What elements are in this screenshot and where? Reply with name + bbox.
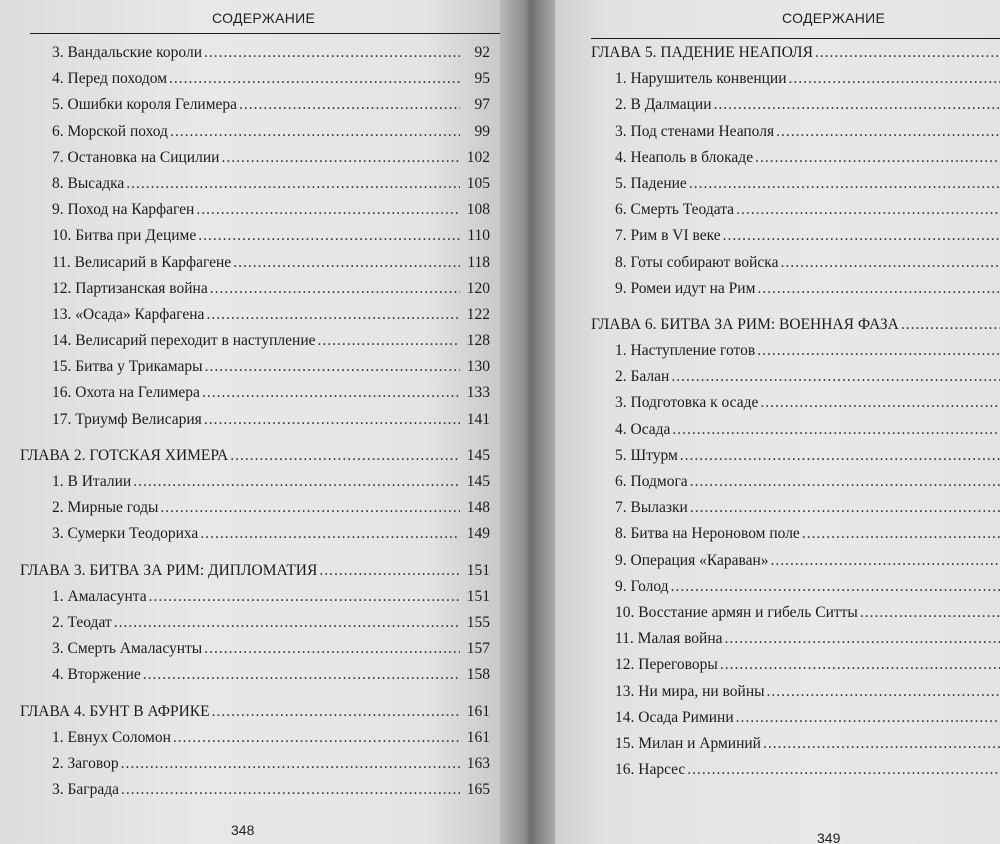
dot-leader	[789, 70, 1000, 88]
toc-entry	[20, 280, 490, 306]
toc-entry-page: 128	[466, 332, 490, 350]
toc-entry-title: 7. Вылазки	[615, 499, 688, 517]
toc-entry-title: 17. Триумф Велисария	[52, 410, 202, 428]
toc-entry-title: 1. В Италии	[52, 473, 132, 490]
toc-entry-title: 12. Партизанская война	[52, 279, 208, 297]
toc-entry-page: 157	[466, 640, 490, 658]
toc-entry-page: 95	[474, 70, 490, 88]
toc-entry-page: 145	[466, 473, 490, 490]
toc-entry-title: 2. Теодат	[52, 613, 112, 631]
toc-entry-title: 5. Падение	[615, 174, 687, 192]
dot-leader	[121, 781, 460, 799]
toc-entry	[591, 368, 1000, 394]
toc-entry-title: 5. Штурм	[615, 446, 678, 464]
toc-entry	[591, 525, 1000, 551]
dot-leader	[776, 123, 1000, 141]
dot-leader	[757, 342, 1000, 360]
toc-entry-title: 8. Битва на Нероновом поле	[615, 525, 800, 543]
toc-entry-title: 4. Перед походом	[52, 70, 168, 88]
toc-entry-title: 2. Заговор	[52, 754, 119, 772]
toc-entry-title: 16. Нарсес	[615, 761, 686, 779]
dot-leader	[680, 447, 1000, 465]
dot-leader	[230, 447, 460, 465]
dot-leader	[198, 227, 460, 245]
toc-entry	[20, 332, 490, 358]
dot-leader	[802, 525, 1000, 543]
toc-entry	[591, 394, 1000, 420]
toc-entry-page: 161	[466, 702, 490, 720]
dot-leader	[671, 578, 1000, 596]
toc-entry	[20, 781, 490, 807]
toc-entry-title: 9. Поход на Карфаген	[52, 201, 195, 219]
toc-entry-title: 1. Евнух Соломон	[52, 728, 171, 746]
toc-entry-title: 15. Битва у Трикамары	[52, 358, 203, 376]
dot-leader	[160, 499, 460, 517]
dot-leader	[121, 755, 460, 773]
toc-entry-title: 10. Восстание армян и гибель Ситты	[615, 603, 858, 621]
toc-entry-title: 9. Голод	[615, 577, 669, 595]
toc-entry	[591, 280, 1000, 306]
toc-entry-title: 13. Ни мира, ни войны	[615, 682, 765, 700]
dot-leader	[671, 368, 1000, 386]
dot-leader	[901, 316, 1000, 334]
toc-entry	[591, 227, 1000, 253]
toc-entry	[20, 227, 490, 253]
running-head: СОДЕРЖАНИЕ	[212, 10, 316, 26]
toc-entry-title: 3. Баграда	[52, 781, 120, 799]
header-rule	[591, 38, 1000, 39]
toc-entry-page: 151	[466, 587, 490, 605]
toc-entry-title: 6. Смерть Теодата	[615, 201, 735, 219]
toc-entry	[20, 306, 490, 332]
toc-entry-title: 1. Амаласунта	[52, 587, 147, 605]
toc-entry-title: 13. «Осада» Карфагена	[52, 305, 205, 323]
toc-entry-page: 102	[466, 148, 490, 166]
dot-leader	[143, 666, 460, 684]
dot-leader	[202, 384, 460, 402]
toc-chapter-entry	[20, 447, 490, 473]
dot-leader	[736, 709, 1000, 727]
dot-leader	[204, 44, 460, 62]
toc-entry-title: 7. Остановка на Сицилии	[52, 148, 220, 166]
dot-leader	[126, 175, 460, 193]
toc-entry	[591, 473, 1000, 499]
toc-entry	[20, 384, 490, 410]
toc-entry	[591, 175, 1000, 201]
toc-entry	[20, 70, 490, 96]
dot-leader	[233, 254, 460, 272]
toc-entry	[591, 123, 1000, 149]
toc-entry	[20, 149, 490, 175]
toc-entry-title: 15. Милан и Арминий	[615, 734, 761, 752]
toc-entry-title: 3. Смерть Амаласунты	[52, 640, 203, 658]
page-number: 348	[231, 822, 255, 838]
toc-entry	[591, 761, 1000, 787]
toc-list-right	[591, 44, 1000, 787]
toc-chapter-entry	[591, 44, 1000, 70]
toc-entry-title: ГЛАВА 4. БУНТ В АФРИКЕ	[20, 702, 210, 720]
dot-leader	[763, 735, 1000, 753]
dot-leader	[767, 683, 1000, 701]
dot-leader	[690, 473, 1000, 491]
toc-entry-title: 6. Морской поход	[52, 122, 168, 140]
header-rule	[30, 33, 500, 34]
toc-entry	[591, 201, 1000, 227]
dot-leader	[720, 656, 1000, 674]
toc-entry-title: 10. Битва при Дециме	[52, 227, 197, 245]
dot-leader	[714, 96, 1000, 114]
toc-entry-page: 120	[466, 279, 490, 297]
dot-leader	[725, 630, 1000, 648]
toc-entry	[591, 70, 1000, 96]
toc-entry-page: 97	[474, 96, 490, 114]
toc-entry-page: 105	[466, 174, 490, 192]
toc-entry	[20, 358, 490, 384]
toc-entry	[591, 709, 1000, 735]
dot-leader	[133, 473, 460, 491]
right-page	[555, 0, 1000, 844]
toc-entry	[591, 683, 1000, 709]
toc-entry-title: ГЛАВА 6. БИТВА ЗА РИМ: ВОЕННАЯ ФАЗА	[591, 315, 899, 333]
toc-entry-page: 161	[466, 728, 490, 746]
toc-entry-page: 145	[466, 446, 490, 464]
toc-entry-title: 16. Охота на Гелимера	[52, 384, 200, 402]
toc-entry-page: 130	[466, 358, 490, 376]
toc-entry-title: 1. Наступление готов	[615, 342, 756, 360]
toc-entry-page: 122	[466, 305, 490, 323]
toc-entry	[591, 96, 1000, 122]
dot-leader	[173, 729, 460, 747]
toc-entry	[591, 499, 1000, 525]
dot-leader	[689, 175, 1000, 193]
toc-entry	[591, 254, 1000, 280]
toc-entry-title: 2. Мирные годы	[52, 499, 159, 517]
toc-entry	[20, 666, 490, 692]
toc-entry	[20, 499, 490, 525]
dot-leader	[771, 552, 1000, 570]
toc-entry-page: 110	[467, 227, 490, 245]
toc-entry	[20, 755, 490, 781]
toc-chapter-entry	[591, 316, 1000, 342]
toc-entry	[20, 44, 490, 70]
toc-entry	[591, 149, 1000, 175]
toc-entry	[20, 411, 490, 437]
dot-leader	[757, 280, 1000, 298]
toc-entry	[591, 421, 1000, 447]
toc-entry-title: 11. Малая война	[615, 630, 723, 648]
toc-entry-page: 133	[466, 384, 490, 402]
toc-entry-title: 1. Нарушитель конвенции	[615, 70, 787, 88]
dot-leader	[114, 614, 460, 632]
toc-entry-title: 8. Высадка	[52, 174, 125, 192]
toc-entry	[591, 604, 1000, 630]
toc-entry-page: 151	[466, 561, 490, 579]
toc-entry-page: 158	[466, 666, 490, 684]
toc-chapter-entry	[20, 562, 490, 588]
toc-entry-title: 2. В Далмации	[615, 96, 712, 114]
dot-leader	[170, 123, 460, 141]
toc-entry	[591, 447, 1000, 473]
toc-entry-title: 12. Переговоры	[615, 656, 718, 674]
toc-entry-title: 9. Ромеи идут на Рим	[615, 279, 756, 297]
toc-entry-title: 4. Вторжение	[52, 666, 141, 684]
toc-entry-title: 14. Осада Римини	[615, 708, 734, 726]
dot-leader	[196, 201, 460, 219]
toc-entry	[20, 729, 490, 755]
toc-entry-page: 155	[466, 613, 490, 631]
book-gutter	[500, 0, 555, 844]
toc-entry-title: 4. Неаполь в блокаде	[615, 148, 754, 166]
toc-entry-title: ГЛАВА 2. ГОТСКАЯ ХИМЕРА	[20, 446, 229, 464]
dot-leader	[319, 562, 460, 580]
toc-entry	[20, 201, 490, 227]
toc-entry	[591, 735, 1000, 761]
dot-leader	[221, 149, 460, 167]
toc-entry-title: ГЛАВА 3. БИТВА ЗА РИМ: ДИПЛОМАТИЯ	[20, 561, 318, 579]
toc-entry-title: 6. Подмога	[615, 473, 688, 490]
dot-leader	[239, 96, 460, 114]
toc-entry-page: 118	[467, 253, 490, 271]
toc-entry	[20, 123, 490, 149]
toc-entry-title: 3. Вандальские короли	[52, 44, 202, 61]
toc-entry-page: 99	[474, 122, 490, 140]
dot-leader	[690, 499, 1000, 517]
dot-leader	[204, 411, 460, 429]
toc-entry-title: 7. Рим в VI веке	[615, 227, 721, 245]
toc-entry	[591, 552, 1000, 578]
toc-entry-title: 2. Балан	[615, 368, 670, 386]
toc-entry-page: 163	[466, 754, 490, 772]
dot-leader	[687, 761, 1000, 779]
toc-entry	[20, 175, 490, 201]
toc-entry-page: 149	[466, 525, 490, 543]
toc-entry	[20, 640, 490, 666]
dot-leader	[205, 358, 460, 376]
toc-entry	[20, 588, 490, 614]
toc-entry-page: 141	[466, 410, 490, 428]
toc-chapter-entry	[20, 703, 490, 729]
toc-entry-title: 14. Велисарий переходит в наступление	[52, 332, 316, 350]
dot-leader	[815, 44, 1000, 62]
dot-leader	[318, 332, 461, 350]
toc-entry	[591, 630, 1000, 656]
toc-entry-title: 4. Осада	[615, 420, 671, 438]
toc-list-left	[20, 44, 490, 807]
dot-leader	[755, 149, 1000, 167]
dot-leader	[736, 201, 1000, 219]
toc-entry	[591, 656, 1000, 682]
page-number: 349	[817, 830, 841, 844]
dot-leader	[780, 254, 1000, 272]
dot-leader	[210, 280, 460, 298]
toc-entry	[591, 342, 1000, 368]
toc-entry-page: 108	[466, 201, 490, 219]
toc-entry-title: 5. Ошибки короля Гелимера	[52, 96, 238, 114]
dot-leader	[149, 588, 460, 606]
toc-entry	[20, 254, 490, 280]
running-head: СОДЕРЖАНИЕ	[782, 10, 886, 26]
toc-entry-page: 92	[474, 44, 490, 61]
toc-entry	[591, 578, 1000, 604]
dot-leader	[723, 227, 1000, 245]
dot-leader	[169, 70, 460, 88]
toc-entry-title: 11. Велисарий в Карфагене	[52, 253, 232, 271]
toc-entry	[20, 473, 490, 499]
dot-leader	[206, 306, 460, 324]
dot-leader	[204, 640, 460, 658]
toc-entry-title: 8. Готы собирают войска	[615, 253, 779, 271]
dot-leader	[212, 703, 460, 721]
dot-leader	[860, 604, 1000, 622]
dot-leader	[200, 525, 460, 543]
dot-leader	[760, 394, 1000, 412]
toc-entry-title: 3. Подготовка к осаде	[615, 394, 759, 412]
toc-entry-title: 9. Операция «Караван»	[615, 551, 769, 569]
toc-entry-title: ГЛАВА 5. ПАДЕНИЕ НЕАПОЛЯ	[591, 44, 813, 61]
toc-entry	[20, 614, 490, 640]
toc-entry	[20, 525, 490, 551]
toc-entry-page: 165	[466, 781, 490, 799]
toc-entry-page: 148	[466, 499, 490, 517]
toc-entry-title: 3. Под стенами Неаполя	[615, 122, 775, 140]
toc-entry-title: 3. Сумерки Теодориха	[52, 525, 199, 543]
dot-leader	[672, 421, 1000, 439]
toc-entry	[20, 96, 490, 122]
